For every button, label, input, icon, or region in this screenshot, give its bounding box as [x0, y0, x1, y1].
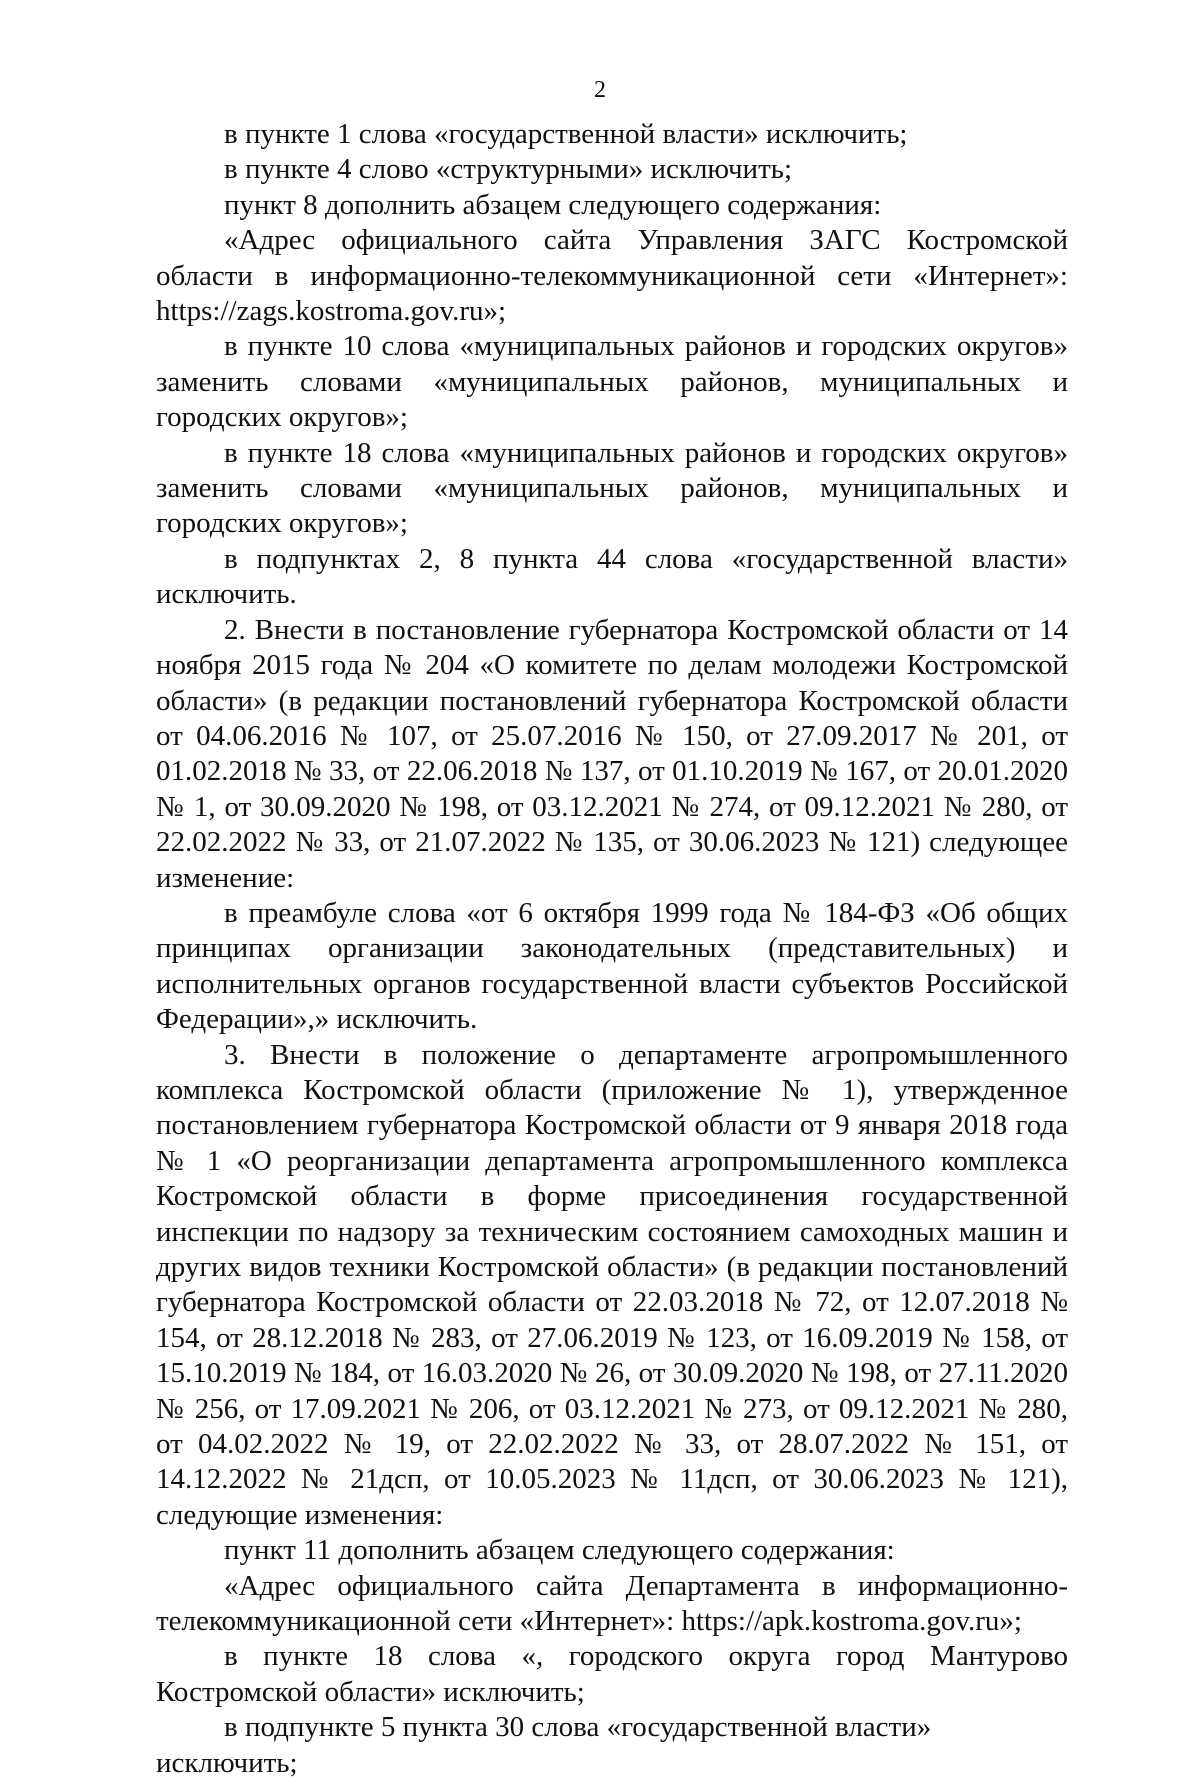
paragraph-item-18-replace: в пункте 18 слова «муниципальных районов и городских округов» заменить словами «муниципальных районов, муниципальных и городских округов»; [156, 436, 1068, 540]
paragraph-apk-website: «Адрес официального сайта Департамента в информационно-телекоммуникационной сети «Интернет»: https://apk.kostroma.gov.ru»; [156, 1569, 1068, 1638]
paragraph-item-4-exclude-structural: в пункте 4 слово «структурными» исключить; [224, 153, 793, 186]
paragraph-item-18-manturovo: в пункте 18 слова «, городского округа город Мантурово Костромской области» исключить; [156, 1640, 1068, 1708]
page-number: 2 [594, 77, 606, 103]
paragraph-item-10-replace: в пункте 10 слова «муниципальных районов и городских округов» заменить словами «муниципальных районов, муниципальных и городских округов»; [156, 330, 1068, 434]
paragraph-item-8-supplement: пункт 8 дополнить абзацем следующего содержания: [224, 188, 882, 221]
paragraph-item-1-exclude-state-power: в пункте 1 слова «государственной власти» исключить; [224, 118, 908, 150]
paragraph-section-3-agro-department: 3. Внести в положение о департаменте агропромышленного комплекса Костромской области (приложение № 1), утвержденное постановлением губернатора Костромской области от 9 января 2018 года № 1 «О реорганизации департамента агропромышленного комплекса Костромской области в форме присоединения государственной инспекции по надзору за техническим состоянием самоходных машин и других видов техники Костромской области» (в редакции постановлений губернатора Костромской области от 22.03.2018 № 72, от 12.07.2018 № 154, от 28.12.2018 № 283, от 27.06.2019 № 123, от 16.09.2019 № 158, от 15.10.2019 № 184, от 16.03.2020 № 26, от 30.09.2020 № 198, от 27.11.2020 № 256, от 17.09.2021 № 206, от 03.12.2021 № 273, от 09.12.2021 № 280, от 04.02.2022 № 19, от 22.02.2022 № 33, от 28.07.2022 № 151, от 14.12.2022 № 21дсп, от 10.05.2023 № 11дсп, от 30.06.2023 № 121), следующие изменения: [156, 1038, 1068, 1531]
paragraph-zags-website: «Адрес официального сайта Управления ЗАГС Костромской области в информационно-телекоммуникационной сети «Интернет»: https://zags.kostroma.gov.ru»; [156, 224, 1068, 328]
paragraph-item-44-exclude: в подпунктах 2, 8 пункта 44 слова «государственной власти» исключить. [156, 542, 1068, 611]
paragraph-section-2-youth-committee: 2. Внести в постановление губернатора Костромской области от 14 ноября 2015 года № 204 «О комитете по делам молодежи Костромской области» (в редакции постановлений губернатора Костромской области от 04.06.2016 № 107, от 25.07.2016 № 150, от 27.09.2017 № 201, от 01.02.2018 № 33, от 22.06.2018 № 137, от 01.10.2019 № 167, от 20.01.2020 № 1, от 30.09.2020 № 198, от 03.12.2021 № 274, от 09.12.2021 № 280, от 22.02.2022 № 33, от 21.07.2022 № 135, от 30.06.2023 № 121) следующее изменение: [156, 613, 1068, 894]
paragraph-item-11-supplement: пункт 11 дополнить абзацем следующего содержания: [224, 1534, 895, 1567]
paragraph-preamble-exclude: в преамбуле слова «от 6 октября 1999 года № 184-ФЗ «Об общих принципах организации законодательных (представительных) и исполнительных органов государственной власти субъектов Российской Федерации»,» исключить. [156, 896, 1068, 1036]
paragraph-item-30-exclude: в подпункте 5 пункта 30 слова «государственной власти» исключить; [156, 1711, 932, 1779]
document-body [156, 117, 1068, 1781]
